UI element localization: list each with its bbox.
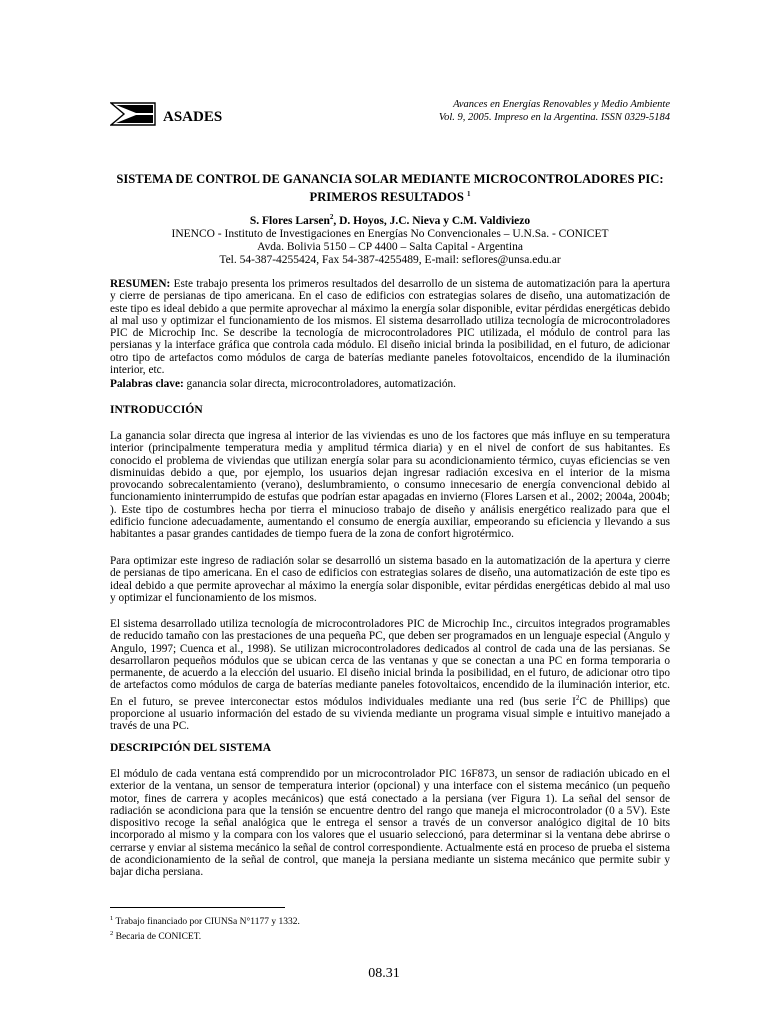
author-block	[110, 211, 670, 267]
keywords-text: ganancia solar directa, microcontroladores, automatización.	[183, 378, 456, 390]
author-first: S. Flores Larsen	[249, 214, 330, 227]
journal-line-2: Vol. 9, 2005. Impreso en la Argentina. ISSN 0329-5184	[438, 112, 670, 123]
journal-info	[439, 98, 670, 124]
page-number: 08.31	[368, 966, 400, 981]
author-footnote-mark: 2	[329, 213, 334, 221]
abstract-text: Este trabajo presenta los primeros resultados del desarrollo de un sistema de automatización para la apertura y cierre de persianas de tipo americana. En el caso de edificios con estrategias solares de diseño, una automatización de este tipo es ideal debido a que permite aprovechar al máximo la energía solar disponible, evitar pérdidas energéticas debido al mal uso y optimizar el funcionamiento de los mismos. El sistema desarrollado utiliza tecnología de microcontroladores PIC de Microchip Inc. Se describe la tecnología de microcontroladores PIC utilizada, el módulo de control para las persianas y la interface gráfica que controla cada módulo. El diseño inicial brinda la posibilidad, en el futuro, de adicionar otro tipo de artefactos como módulos de carga de baterías mediante paneles fotovoltaicos, encendido de la iluminación interior, etc.	[110, 278, 670, 377]
asades-logo-icon	[110, 102, 156, 126]
logo-text: ASADES	[163, 109, 223, 125]
footnote-1-mark: 1	[110, 915, 114, 922]
contact: Tel. 54-387-4255424, Fax 54-387-4255489, E-mail: seflores@unsa.edu.ar	[219, 253, 561, 266]
footnote-2-text: Becaria de CONICET.	[113, 932, 202, 943]
paper-title	[110, 172, 670, 205]
intro-paragraph-1: La ganancia solar directa que ingresa al interior de las viviendas es uno de los factores que más influye en su temperatura interior (principalmente temperatura media y amplitud térmica diaria) y en el nivel de confort de sus habitantes. Es conocido el problema de viviendas que utilizan energía solar para su acondicionamiento térmico, cuyas eficiencias se ven disminuidas debido a que, por ejemplo, los usuarios dejan ingresar radiación excesiva en el interior de la misma provocando sobrecalentamiento (verano), deslumbramiento, o consumo innecesario de energía convencional debido al funcionamiento ininterrumpido de estufas que podrían estar apagadas en invierno (Flores Larsen et al., 2002; 2004a, 2004b; ). Este tipo de costumbres hecha por tierra el minucioso trabajo de diseño y análisis energético realizado para que el edificio funcione adecuadamente, aumentando el consumo de energía auxiliar, empeorando su eficiencia y llevando a sus habitantes a pasar grandes cantidades de tiempo fuera de la zona de confort higrotérmico.	[110, 430, 670, 541]
footnote-1-text: Trabajo financiado por CIUNSa N°1177 y 1332.	[113, 917, 300, 928]
keywords	[110, 378, 670, 390]
footnote-1	[110, 913, 670, 928]
intro-paragraph-2: Para optimizar este ingreso de radiación solar se desarrolló un sistema basado en la automatización de la apertura y cierre de persianas de tipo americana. En el caso de edificios con estrategias solares de diseño, una automatización de este tipo es ideal debido a que permite aprovechar al máximo la energía solar disponible, evitar pérdidas energéticas debido al mal uso y optimizar el funcionamiento de los mismos.	[110, 555, 670, 604]
intro-p3-sup: 2	[575, 693, 580, 702]
intro-p3-text-b: C de Phillips) que proporcione al usuario información del estado de su vivienda mediante un programa visual simple e intuitivo manejado a través de una PC.	[110, 695, 670, 733]
abstract-label: RESUMEN:	[110, 278, 171, 290]
title-line-1: SISTEMA DE CONTROL DE GANANCIA SOLAR MEDIANTE MICROCONTROLADORES PIC:	[116, 172, 664, 186]
section-heading-intro: INTRODUCCIÓN	[110, 404, 203, 416]
author-list	[110, 211, 670, 228]
footnotes	[110, 913, 670, 943]
title-footnote-mark: 1	[466, 190, 471, 198]
footnote-2	[110, 928, 670, 943]
page-header	[110, 98, 670, 130]
title-line-2-text: PRIMEROS RESULTADOS	[309, 190, 464, 205]
intro-paragraph-3	[110, 618, 670, 732]
journal-line-1: Avances en Energías Renovables y Medio Ambiente	[453, 99, 670, 110]
affiliation: INENCO - Instituto de Investigaciones en Energías No Convencionales – U.N.Sa. - CONICET	[171, 227, 609, 240]
abstract	[110, 278, 670, 376]
footnote-divider	[110, 907, 285, 908]
system-paragraph-1: El módulo de cada ventana está comprendido por un microcontrolador PIC 16F873, un sensor de radiación ubicado en el exterior de la ventana, un sensor de temperatura interior (opcional) y una interface con el sistema mecánico (un pequeño motor, fines de carrera y acoples mecánicos) que está conectado a la persiana (ver Figura 1). La señal del sensor de radiación se acondiciona para que la tensión se encuentre dentro del rango que maneja el microcontrolador (0 a 5V). Este dispositivo recoge la señal analógica que le entrega el sensor a través de un conversor analógico digital de 10 bits incorporado al mismo y la compara con los valores que el usuario seleccionó, para determinar si la ventana debe abrirse o cerrarse y enviar al sistema mecánico la señal de control correspondiente. Actualmente está en proceso de prueba el sistema de acondicionamiento de la señal de control, que maneja la persiana mediante un sistema mecánico que permite subir y bajar dicha persiana.	[110, 768, 670, 879]
address: Avda. Bolivia 5150 – CP 4400 – Salta Capital - Argentina	[257, 240, 523, 253]
intro-p3-text-a: El sistema desarrollado utiliza tecnología de microcontroladores PIC de Microchip Inc., circuitos integrados programables de reducido tamaño con las prestaciones de una pequeña PC, que deben ser programados en un lenguaje especial (Angulo y Angulo, 1997; Cuenca et al., 1998). Se utilizan microcontroladores dedicados al control de cada una de las persianas. Se desarrollaron pequeños módulos que se ubican cerca de las ventanas y que se conectan a una PC en forma temporaria o permanente, de acuerdo a la elección del usuario. El diseño inicial brinda la posibilidad, en el futuro, de adicionar otro tipo de artefactos como módulos de carga de baterías mediante paneles fotovoltaicos, encendido de la iluminación interior, etc. En el futuro, se prevee interconectar estos módulos individuales mediante una red (bus serie I	[110, 618, 670, 708]
keywords-label: Palabras clave:	[110, 378, 184, 390]
author-rest: , D. Hoyos, J.C. Nieva y C.M. Valdiviezo	[333, 214, 531, 227]
section-heading-system: DESCRIPCIÓN DEL SISTEMA	[110, 742, 272, 754]
footnote-2-mark: 2	[110, 930, 114, 938]
title-line-2	[110, 187, 670, 205]
